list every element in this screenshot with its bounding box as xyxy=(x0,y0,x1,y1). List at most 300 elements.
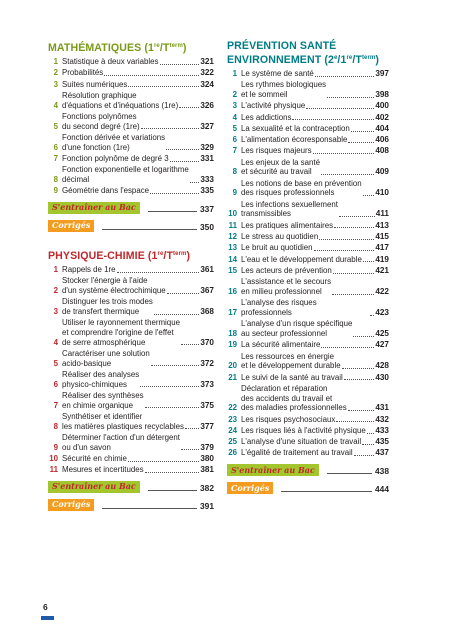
page-ref: 413 xyxy=(375,220,389,230)
leader-rule xyxy=(102,229,197,230)
leader-dots xyxy=(154,314,200,315)
leader-dots xyxy=(342,368,375,369)
leader-rule xyxy=(327,473,372,474)
toc-entry[interactable] xyxy=(48,454,214,464)
toc-entry[interactable] xyxy=(48,412,214,431)
toc-entry[interactable] xyxy=(227,255,389,265)
toc-entry[interactable] xyxy=(227,200,389,219)
toc-entry[interactable] xyxy=(227,437,389,447)
chapter-title: Fonctions polynômes du second degré (1re) xyxy=(62,111,140,131)
page-ref: 437 xyxy=(375,448,389,458)
leader-dots xyxy=(370,315,374,316)
right-column xyxy=(227,40,389,497)
chapter-number: 7 xyxy=(53,400,58,410)
chapter-title: L'analyse des risques professionnels xyxy=(241,298,317,317)
chapter-number: 8 xyxy=(232,167,237,177)
chapter-number: 12 xyxy=(228,232,237,242)
chapter-number: 21 xyxy=(228,372,237,382)
toc-entry[interactable] xyxy=(227,69,389,79)
toc-entry[interactable] xyxy=(227,135,389,145)
page-ref: 361 xyxy=(200,264,214,274)
chapter-number: 5 xyxy=(53,121,58,131)
physique-section xyxy=(48,248,214,511)
toc-entry[interactable] xyxy=(48,391,214,410)
leader-dots xyxy=(315,76,375,77)
chapter-number: 2 xyxy=(232,90,237,99)
toc-entry[interactable] xyxy=(48,133,214,152)
toc-entry[interactable] xyxy=(227,448,389,458)
entry-text xyxy=(62,276,214,295)
leader-dots xyxy=(185,428,199,429)
chapter-title: Fonction exponentielle et logarithme décimal xyxy=(62,165,189,184)
page-ref: 368 xyxy=(200,306,214,316)
math-section xyxy=(48,40,214,232)
chapter-title: Les pratiques alimentaires xyxy=(241,220,334,230)
chapter-title: Mesures et incertitudes xyxy=(62,465,144,475)
leader-dots xyxy=(145,472,200,473)
leader-dots xyxy=(362,444,374,445)
entry-text xyxy=(241,266,389,276)
toc-entry[interactable] xyxy=(48,186,214,196)
leader-dots xyxy=(141,128,200,129)
page-ref: 430 xyxy=(375,372,389,382)
entry-text xyxy=(62,465,214,475)
page-ref: 428 xyxy=(375,361,389,371)
math-corriges-row[interactable] xyxy=(48,220,214,232)
page-ref: 326 xyxy=(200,100,214,110)
leader-dots xyxy=(306,108,374,109)
chapter-title: Utiliser le rayonnement thermique et comprendre l'origine de l'effet de serre atmosphérique xyxy=(62,318,180,347)
leader-dots xyxy=(353,336,374,337)
page-ref: 402 xyxy=(375,112,389,122)
page-ref: 427 xyxy=(375,340,389,350)
entry-text xyxy=(241,232,389,242)
page-ref: 375 xyxy=(200,400,214,410)
chapter-title: Déclaration et réparation des accidents du travail et des maladies professionnelles xyxy=(241,383,347,413)
page-ref: 373 xyxy=(200,379,214,389)
toc-entry[interactable] xyxy=(48,91,214,110)
page-ref: 422 xyxy=(375,286,389,296)
toc-entry[interactable] xyxy=(48,68,214,78)
entry-text xyxy=(62,433,214,452)
entry-text xyxy=(241,352,389,371)
leader-dots xyxy=(314,250,375,251)
entry-text xyxy=(62,186,214,196)
leader-dots xyxy=(181,344,199,345)
chapter-number: 10 xyxy=(49,453,58,463)
page-ref: 433 xyxy=(375,425,389,435)
chapter-number: 16 xyxy=(228,286,237,296)
chapter-title: Les infections sexuellement transmissibles xyxy=(241,199,338,219)
chapter-number: 11 xyxy=(49,465,58,475)
page-ref: 324 xyxy=(200,79,214,89)
entry-text xyxy=(241,135,389,145)
leader-dots xyxy=(181,449,199,450)
toc-entry[interactable] xyxy=(227,146,389,156)
chapter-number: 5 xyxy=(53,358,58,368)
prevention-entry-list xyxy=(227,69,389,458)
chapter-number: 1 xyxy=(232,69,237,78)
entry-text xyxy=(62,412,214,431)
entry-text xyxy=(241,221,389,231)
page-ref: 419 xyxy=(375,254,389,264)
page-ref: 329 xyxy=(200,142,214,152)
entry-text xyxy=(62,165,214,184)
chapter-title: Les risques liés à l'activité physique xyxy=(241,425,366,435)
chapter-number: 20 xyxy=(228,361,237,371)
entry-text xyxy=(241,448,389,458)
toc-entry[interactable] xyxy=(48,349,214,368)
bac-badge: S'entraîner au Bac xyxy=(227,464,319,476)
physique-corriges-row[interactable] xyxy=(48,499,214,511)
entry-text xyxy=(241,80,389,99)
physique-section-title: PHYSIQUE-CHIMIE $(1re/T^{term})$ xyxy=(48,249,191,262)
chapter-title: Les risques majeurs xyxy=(241,146,312,156)
chapter-title: Fonction dérivée et variations d'une fonction (1re) xyxy=(62,132,166,152)
chapter-title: Distinguer les trois modes de transfert thermique xyxy=(62,297,153,316)
page-ref: 406 xyxy=(375,135,389,145)
entry-text xyxy=(62,454,214,464)
leader-dots xyxy=(351,131,375,132)
chapter-title: La sexualité et la contraception xyxy=(241,123,350,133)
page-ref: 425 xyxy=(375,328,389,338)
leader-dots xyxy=(363,195,375,196)
page-ref: 423 xyxy=(375,307,389,317)
entry-text xyxy=(241,69,389,79)
prevention-corriges-row[interactable] xyxy=(227,482,389,494)
toc-entry[interactable] xyxy=(227,113,389,123)
chapter-title: Le système de santé xyxy=(241,69,314,78)
entry-text xyxy=(241,146,389,156)
toc-entry[interactable] xyxy=(227,232,389,242)
chapter-number: 2 xyxy=(53,285,58,295)
leader-dots xyxy=(334,227,374,228)
chapter-title: Synthétiser et identifier les matières plastiques recyclables xyxy=(62,411,184,431)
toc-entry[interactable] xyxy=(227,179,389,198)
chapter-number: 9 xyxy=(232,188,237,198)
toc-entry[interactable] xyxy=(48,297,214,316)
chapter-number: 1 xyxy=(53,57,58,66)
leader-dots xyxy=(327,97,374,98)
chapter-title: Suites numériques xyxy=(62,79,128,89)
toc-entry[interactable] xyxy=(227,243,389,253)
leader-dots xyxy=(160,64,200,65)
leader-dots xyxy=(319,239,374,240)
page-ref: 409 xyxy=(375,167,389,177)
chapter-title: Géométrie dans l'espace xyxy=(62,186,150,196)
chapter-number: 13 xyxy=(228,243,237,253)
leader-dots xyxy=(190,182,200,183)
toc-entry[interactable] xyxy=(227,298,389,317)
chapter-number: 15 xyxy=(228,265,237,275)
chapter-number: 4 xyxy=(232,112,237,122)
page-ref: 337 xyxy=(200,203,214,214)
chapter-title: Statistique à deux variables xyxy=(62,57,159,66)
corriges-badge: Corrigés xyxy=(48,220,94,232)
toc-entry[interactable] xyxy=(48,465,214,475)
page-ref: 415 xyxy=(375,232,389,242)
entry-text xyxy=(241,415,389,425)
leader-dots xyxy=(348,410,375,411)
toc-entry[interactable] xyxy=(227,80,389,99)
chapter-title: L'analyse d'une situation de travail xyxy=(241,437,362,447)
page-ref: 370 xyxy=(200,337,214,347)
page-ref: 404 xyxy=(375,123,389,133)
chapter-number: 6 xyxy=(53,142,58,152)
leader-dots xyxy=(367,433,375,434)
chapter-title: Les addictions xyxy=(241,112,292,122)
leader-dots xyxy=(128,86,199,87)
page-ref: 397 xyxy=(375,69,389,78)
page-ref: 444 xyxy=(375,484,389,495)
chapter-title: Rappels de 1re xyxy=(62,264,116,274)
leader-rule xyxy=(102,508,197,509)
toc-entry[interactable] xyxy=(227,266,389,276)
entry-text xyxy=(62,91,214,110)
entry-text xyxy=(241,124,389,134)
chapter-title: Le bruit au quotidien xyxy=(241,243,313,253)
chapter-title: Le stress au quotidien xyxy=(241,232,319,242)
leader-rule xyxy=(148,211,197,212)
left-column xyxy=(48,40,214,514)
leader-dots xyxy=(348,142,374,143)
toc-entry[interactable] xyxy=(227,384,389,413)
toc-entry[interactable] xyxy=(227,277,389,296)
chapter-number: 24 xyxy=(228,425,237,435)
entry-text xyxy=(62,112,214,131)
toc-entry[interactable] xyxy=(48,433,214,452)
prevention-bac-row[interactable] xyxy=(227,464,389,476)
leader-rule xyxy=(148,490,197,491)
leader-rule xyxy=(281,491,372,492)
chapter-title: Les rythmes biologiques et le sommeil xyxy=(241,80,327,99)
page-ref: 322 xyxy=(200,68,214,78)
page-ref: 398 xyxy=(375,90,389,99)
entry-text xyxy=(62,133,214,152)
page-ref: 335 xyxy=(200,186,214,196)
leader-dots xyxy=(344,379,375,380)
leader-dots xyxy=(336,421,374,422)
chapter-number: 26 xyxy=(228,448,237,458)
leader-dots xyxy=(145,407,200,408)
chapter-number: 3 xyxy=(53,306,58,316)
chapter-number: 1 xyxy=(53,264,58,274)
toc-entry[interactable] xyxy=(48,370,214,389)
leader-dots xyxy=(151,365,200,366)
page-ref: 321 xyxy=(200,57,214,66)
page-ref: 400 xyxy=(375,101,389,111)
chapter-number: 8 xyxy=(53,421,58,431)
entry-text xyxy=(62,318,214,347)
leader-dots xyxy=(128,461,199,462)
leader-dots xyxy=(166,149,199,150)
entry-text xyxy=(241,158,389,177)
page-ref: 381 xyxy=(200,465,214,475)
corriges-badge: Corrigés xyxy=(227,482,273,494)
chapter-number: 11 xyxy=(228,220,237,230)
chapter-title: Les enjeux de la santé et sécurité au travail xyxy=(241,157,320,177)
page-ref: 367 xyxy=(200,285,214,295)
chapter-title: Les ressources en énergie et le développement durable xyxy=(241,351,341,371)
entry-text xyxy=(241,384,389,413)
toc-entry[interactable] xyxy=(227,158,389,177)
toc-entry[interactable] xyxy=(48,265,214,275)
toc-entry[interactable] xyxy=(48,112,214,131)
prevention-section-title: PRÉVENTION SANTÉ ENVIRONNEMENT $(2e/1re/T^{term})$ xyxy=(227,40,379,66)
toc-entry[interactable] xyxy=(227,426,389,436)
chapter-title: Réaliser des analyses physico-chimiques xyxy=(62,369,140,389)
chapter-number: 7 xyxy=(53,153,58,163)
toc-entry[interactable] xyxy=(227,101,389,111)
math-entry-list xyxy=(48,57,214,196)
chapter-title: L'eau et le développement durable xyxy=(241,254,362,264)
corriges-badge: Corrigés xyxy=(48,499,94,511)
entry-text xyxy=(62,80,214,90)
chapter-title: La sécurité alimentaire xyxy=(241,340,321,350)
chapter-title: Déterminer l'action d'un détergent ou d'un savon xyxy=(62,432,180,452)
chapter-number: 19 xyxy=(228,340,237,350)
chapter-title: L'activité physique xyxy=(241,101,306,111)
chapter-number: 8 xyxy=(53,174,58,184)
entry-text xyxy=(241,277,389,296)
leader-dots xyxy=(332,294,374,295)
toc-entry[interactable] xyxy=(227,352,389,371)
chapter-title: Les notions de base en prévention des risques professionnels xyxy=(241,178,362,198)
toc-entry[interactable] xyxy=(48,165,214,184)
page-ref: 382 xyxy=(200,482,214,493)
entry-text xyxy=(241,373,389,383)
toc-entry[interactable] xyxy=(227,373,389,383)
chapter-title: Stocker l'énergie à l'aide d'un système électrochimique xyxy=(62,276,166,295)
chapter-title: Caractériser une solution acido-basique xyxy=(62,348,150,368)
chapter-title: Les risques psychosociaux xyxy=(241,414,336,424)
toc-entry[interactable] xyxy=(227,415,389,425)
leader-dots xyxy=(363,261,374,262)
toc-entry[interactable] xyxy=(48,80,214,90)
leader-dots xyxy=(354,455,375,456)
leader-dots xyxy=(167,293,200,294)
page-number-bar xyxy=(41,616,54,620)
entry-text xyxy=(241,179,389,198)
page-ref: 379 xyxy=(200,442,214,452)
page-ref: 331 xyxy=(200,153,214,163)
entry-text xyxy=(241,340,389,350)
chapter-number: 9 xyxy=(53,186,58,196)
entry-text xyxy=(241,101,389,111)
chapter-number: 9 xyxy=(53,442,58,452)
toc-entry[interactable] xyxy=(48,276,214,295)
chapter-number: 6 xyxy=(232,135,237,145)
page-ref: 438 xyxy=(375,466,389,477)
page-ref: 411 xyxy=(375,209,389,219)
entry-text xyxy=(62,370,214,389)
entry-text xyxy=(62,154,214,164)
toc-entry[interactable] xyxy=(227,221,389,231)
entry-text xyxy=(62,297,214,316)
chapter-title: Résolution graphique d'équations et d'inéquations (1re) xyxy=(62,90,179,110)
chapter-number: 17 xyxy=(228,307,237,317)
leader-dots xyxy=(117,272,200,273)
entry-text xyxy=(62,68,214,78)
chapter-title: Réaliser des synthèses en chimie organique xyxy=(62,390,144,410)
page-number: 6 xyxy=(43,602,48,612)
toc-entry[interactable] xyxy=(227,319,389,338)
entry-text xyxy=(241,437,389,447)
chapter-title: Les acteurs de prévention xyxy=(241,265,332,275)
toc-entry[interactable] xyxy=(227,340,389,350)
physique-entry-list xyxy=(48,265,214,475)
leader-dots xyxy=(321,174,374,175)
page-ref: 391 xyxy=(200,500,214,511)
page-ref: 431 xyxy=(375,403,389,413)
physique-bac-row[interactable] xyxy=(48,481,214,493)
chapter-number: 6 xyxy=(53,379,58,389)
leader-dots xyxy=(339,216,375,217)
chapter-number: 3 xyxy=(232,101,237,111)
bac-badge: S'entraîner au Bac xyxy=(48,202,140,214)
entry-text xyxy=(241,200,389,219)
math-bac-row[interactable] xyxy=(48,202,214,214)
entry-text xyxy=(62,57,214,67)
chapter-title: L'analyse d'un risque spécifique au secteur professionnel xyxy=(241,319,353,338)
chapter-number: 5 xyxy=(232,123,237,133)
entry-text xyxy=(62,349,214,368)
chapter-title: L'assistance et le secours en milieu professionnel xyxy=(241,277,332,296)
entry-text xyxy=(241,243,389,253)
toc-entry[interactable] xyxy=(48,318,214,347)
entry-text xyxy=(241,113,389,123)
leader-dots xyxy=(170,161,200,162)
chapter-title: L'alimentation écoresponsable xyxy=(241,135,348,145)
leader-dots xyxy=(292,119,374,120)
page-ref: 372 xyxy=(200,358,214,368)
toc-entry[interactable] xyxy=(48,154,214,164)
leader-dots xyxy=(321,347,374,348)
page-ref: 327 xyxy=(200,121,214,131)
chapter-number: 23 xyxy=(228,414,237,424)
bac-badge: S'entraîner au Bac xyxy=(48,481,140,493)
leader-dots xyxy=(333,273,375,274)
leader-dots xyxy=(179,107,199,108)
prevention-section xyxy=(227,40,389,494)
chapter-number: 14 xyxy=(228,254,237,264)
page-ref: 350 xyxy=(200,221,214,232)
chapter-title: Fonction polynôme de degré 3 xyxy=(62,153,169,163)
chapter-number: 7 xyxy=(232,146,237,156)
entry-text xyxy=(62,265,214,275)
chapter-number: 10 xyxy=(228,209,237,219)
page-ref: 435 xyxy=(375,437,389,447)
leader-dots xyxy=(104,75,199,76)
math-section-title: MATHÉMATIQUES $(1re/T^{term})$ xyxy=(48,42,187,54)
entry-text xyxy=(241,255,389,265)
page-ref: 380 xyxy=(200,453,214,463)
page-ref: 421 xyxy=(375,265,389,275)
page-ref: 333 xyxy=(200,174,214,184)
leader-dots xyxy=(150,193,199,194)
chapter-number: 4 xyxy=(53,337,58,347)
chapter-number: 2 xyxy=(53,68,58,78)
toc-entry[interactable] xyxy=(227,124,389,134)
leader-dots xyxy=(313,153,375,154)
toc-entry[interactable] xyxy=(48,57,214,67)
entry-text xyxy=(241,319,389,338)
chapter-title: Le suivi de la santé au travail xyxy=(241,372,343,382)
entry-text xyxy=(241,298,389,317)
chapter-title: Probabilités xyxy=(62,68,104,78)
chapter-number: 22 xyxy=(228,403,237,413)
leader-dots xyxy=(140,386,199,387)
